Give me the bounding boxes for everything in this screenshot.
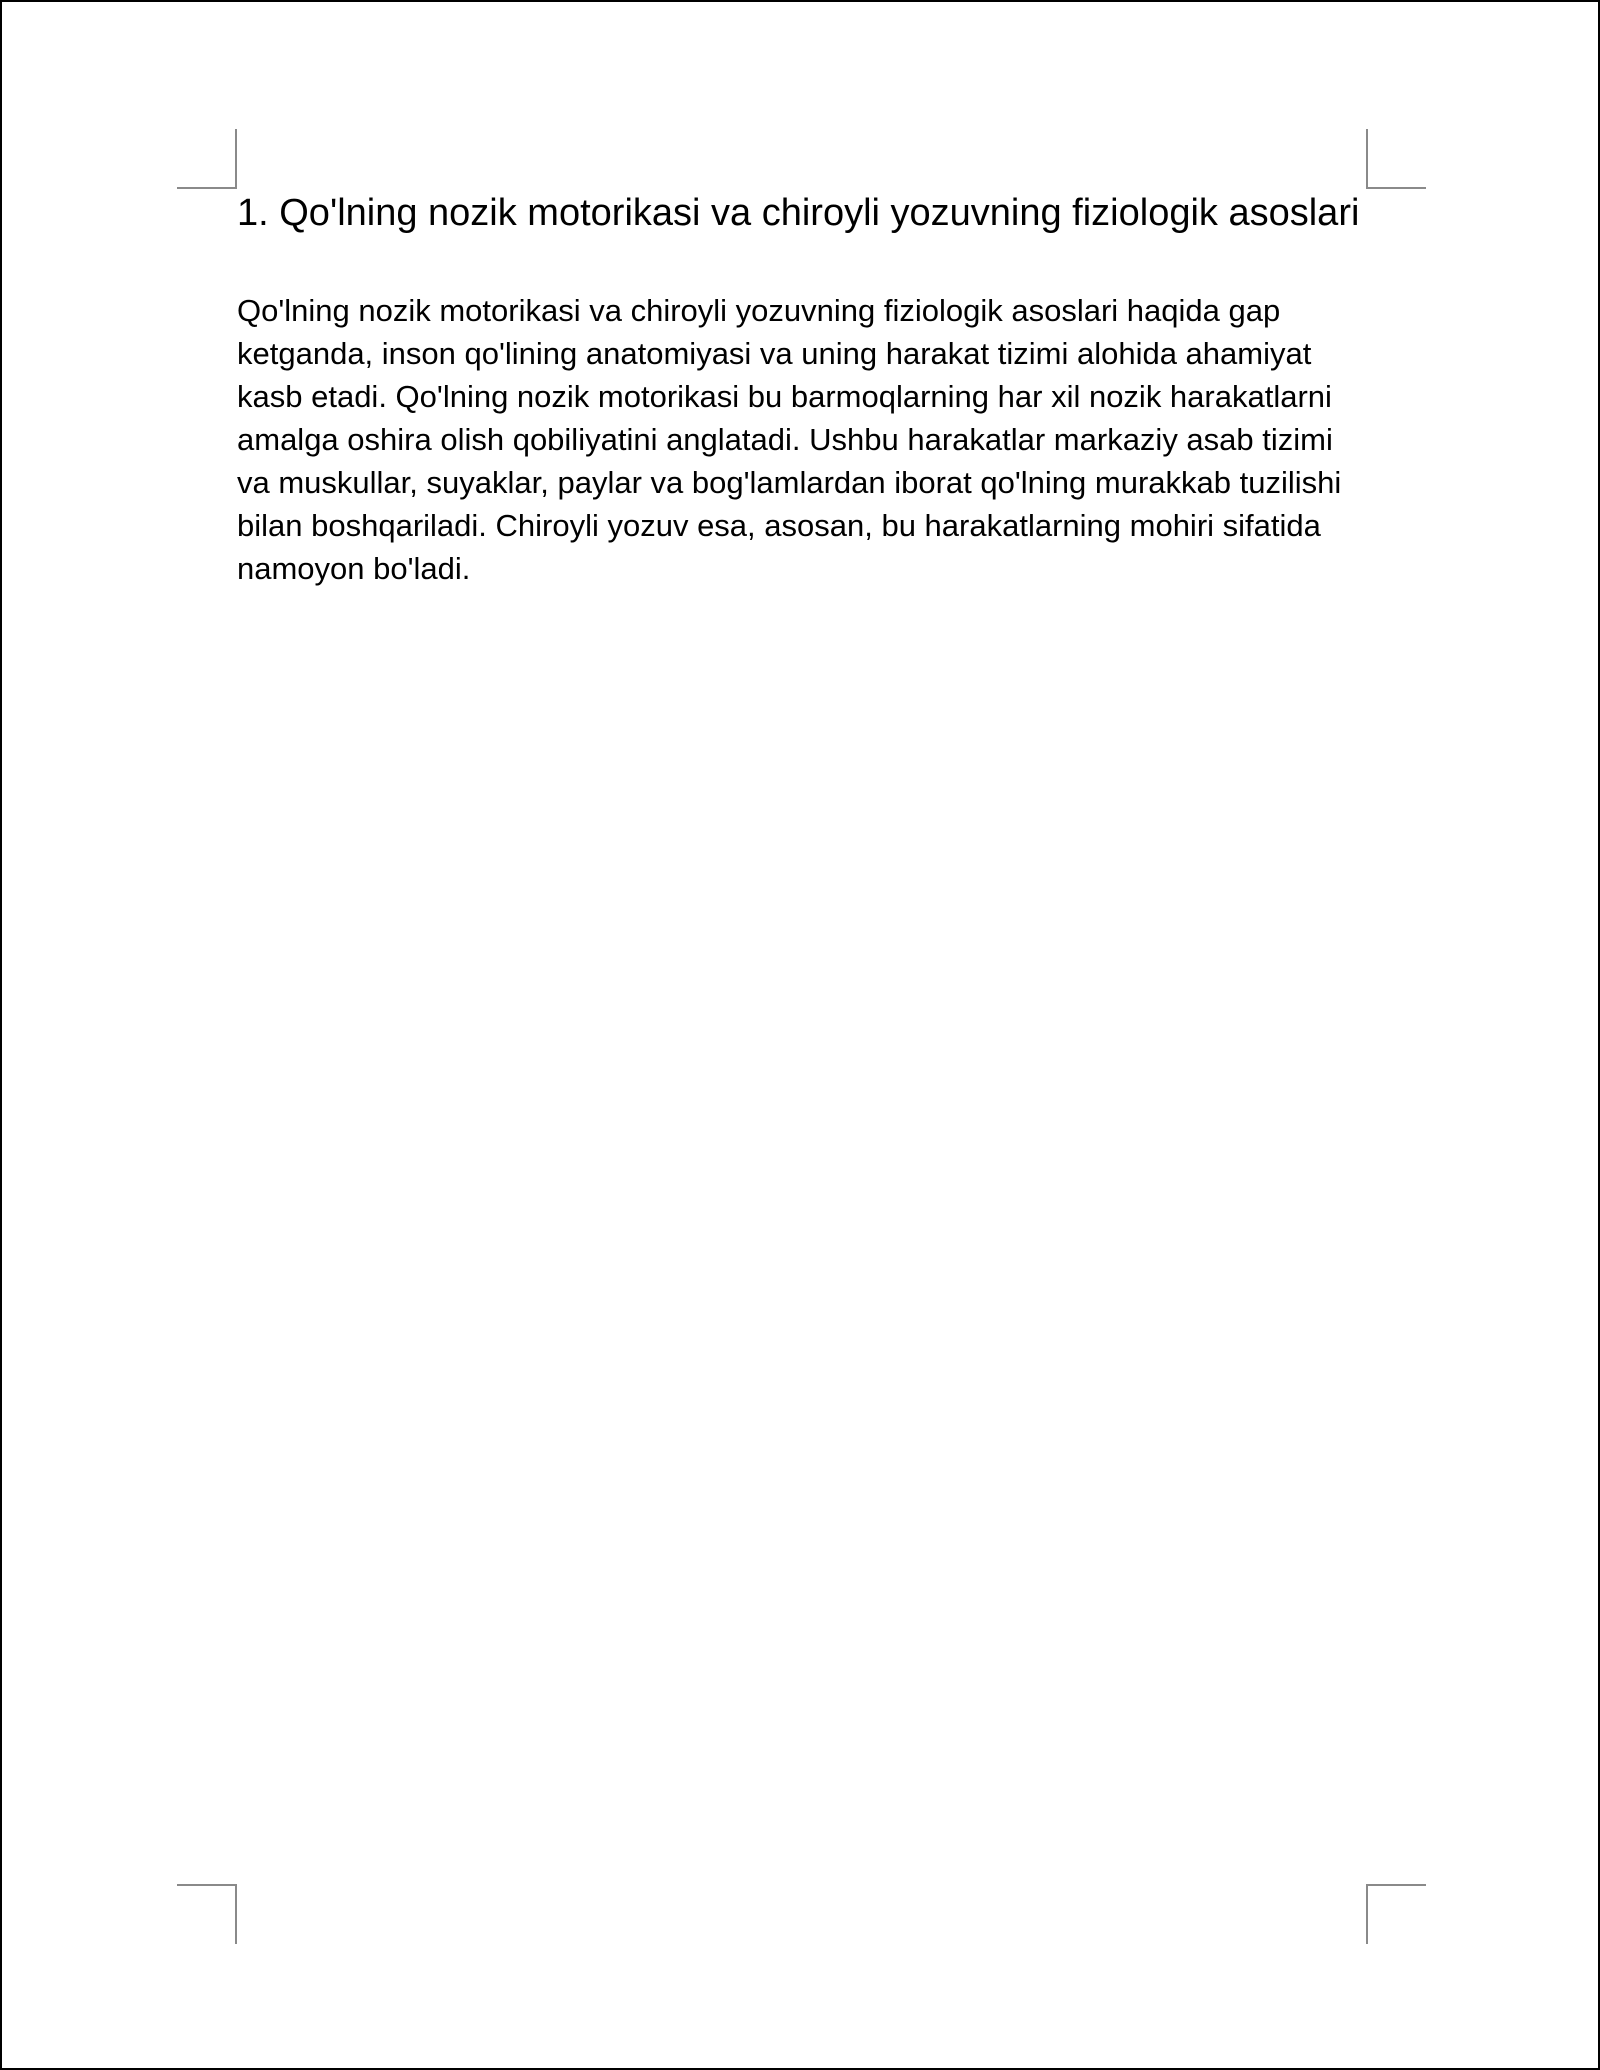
crop-mark-bottom-right bbox=[1366, 1884, 1426, 1944]
body-paragraph: Qo'lning nozik motorikasi va chiroyli yozuvning fiziologik asoslari haqida gap ketganda, inson qo'lining anatomiyasi va uning harakat tizimi alohida ahamiyat kasb etadi. Qo'lning nozik motorikasi bu barmoqlarning har xil nozik harakatlarni amalga oshira olish qobiliyatini anglatadi. Ushbu harakatlar markaziy asab tizimi va muskullar, suyaklar, paylar va bog'lamlardan iborat qo'lning murakkab tuzilishi bilan boshqariladi. Chiroyli yozuv esa, asosan, bu harakatlarning mohiri sifatida namoyon bo'ladi. bbox=[237, 293, 1342, 586]
crop-mark-top-right bbox=[1366, 129, 1426, 189]
section-heading: 1. Qo'lning nozik motorikasi va chiroyli yozuvning fiziologik asoslari bbox=[237, 192, 1360, 234]
crop-mark-top-left bbox=[177, 129, 237, 189]
document-content bbox=[237, 187, 1367, 590]
crop-mark-bottom-left bbox=[177, 1884, 237, 1944]
